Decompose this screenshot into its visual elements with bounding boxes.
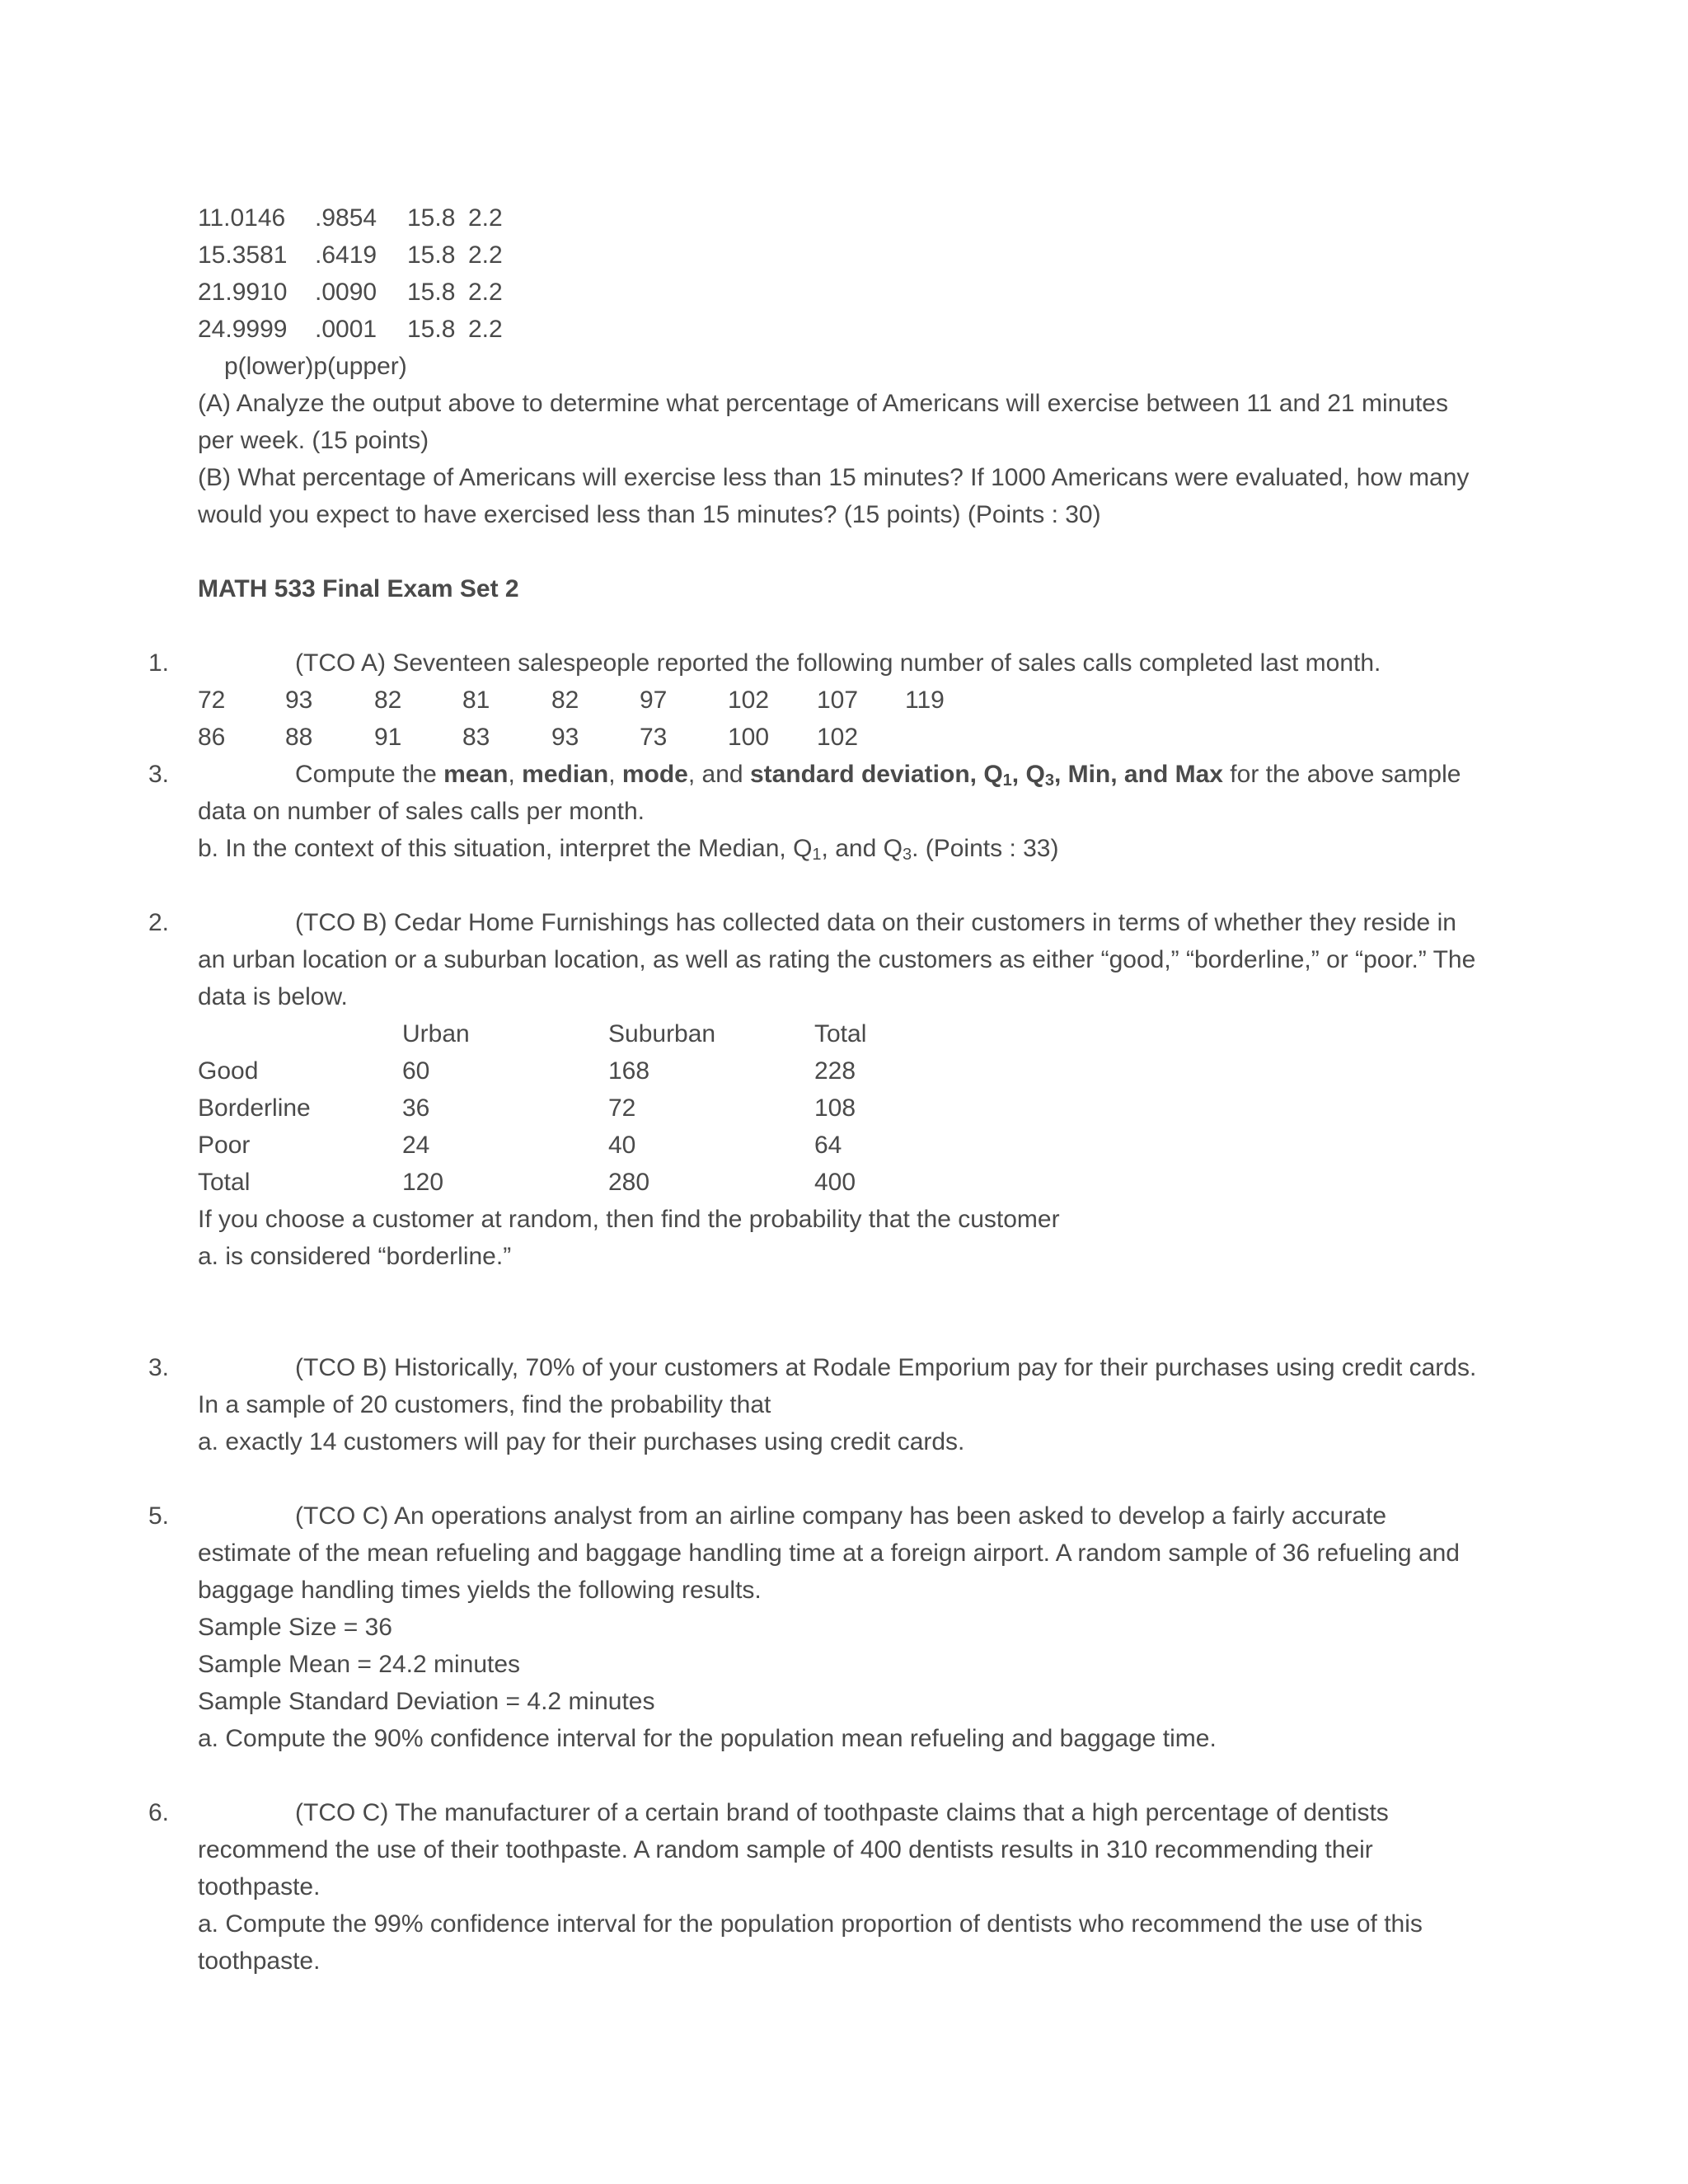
sales-calls-value: 91 [374,724,402,751]
question-6-part-a: toothpaste. [198,1947,321,1975]
top-table-cell: .0090 [315,279,377,306]
table-header: Suburban [608,1020,716,1047]
question-number: 2. [148,909,170,936]
question-6-text: (TCO C) The manufacturer of a certain brand of toothpaste claims that a high percentage of dentists [295,1799,1389,1826]
question-5-text: baggage handling times yields the following results. [198,1577,762,1604]
sales-calls-value: 88 [285,724,313,751]
table-cell: 72 [608,1094,636,1122]
sales-calls-value: 97 [640,687,668,714]
top-table-cell: .6419 [315,241,377,269]
top-table-cell: 15.8 [407,204,456,232]
sales-calls-value: 86 [198,724,226,751]
table-row-label: Good [198,1057,259,1085]
top-table-cell: 2.2 [468,279,503,306]
question-6-part-a: a. Compute the 99% confidence interval for the population proportion of dentists who recommend the use of this [198,1910,1423,1938]
question-number: 6. [148,1799,170,1826]
table-cell: 40 [608,1132,636,1159]
top-table-cell: 24.9999 [198,316,288,343]
sales-calls-value: 102 [728,687,770,714]
question-6-text: toothpaste. [198,1873,321,1900]
sales-calls-value: 107 [817,687,859,714]
sales-calls-value: 82 [551,687,579,714]
question-number: 5. [148,1502,170,1530]
question-2-text: (TCO B) Cedar Home Furnishings has collected data on their customers in terms of whether they reside in [295,909,1456,936]
table-header: Urban [402,1020,470,1047]
question-5-text: estimate of the mean refueling and baggage handling time at a foreign airport. A random sample of 36 refueling and [198,1540,1460,1567]
sample-std-dev: Sample Standard Deviation = 4.2 minutes [198,1688,655,1715]
question-3-part-a: a. exactly 14 customers will pay for their purchases using credit cards. [198,1428,965,1455]
sample-mean: Sample Mean = 24.2 minutes [198,1651,521,1678]
sales-calls-value: 93 [285,687,313,714]
question-3-text: (TCO B) Historically, 70% of your customers at Rodale Emporium pay for their purchases using credit cards. [295,1354,1477,1381]
question-2-text: an urban location or a suburban location, as well as rating the customers as either “good,” “borderline,” or “poor.” The [198,946,1476,973]
table-cell: 228 [814,1057,856,1085]
question-b-line: would you expect to have exercised less than 15 minutes? (15 points) (Points : 30) [198,501,1101,528]
sales-calls-value: 81 [462,687,490,714]
question-2-text: data is below. [198,983,348,1010]
question-5-text: (TCO C) An operations analyst from an airline company has been asked to develop a fairly accurate [295,1502,1387,1530]
top-table-cell: 15.8 [407,241,456,269]
top-table-cell: 15.8 [407,316,456,343]
question-6-text: recommend the use of their toothpaste. A random sample of 400 dentists results in 310 recommending their [198,1836,1373,1863]
sales-calls-value: 73 [640,724,668,751]
question-b-line: (B) What percentage of Americans will exercise less than 15 minutes? If 1000 Americans were evaluated, how many [198,464,1470,491]
question-2-part-a: a. is considered “borderline.” [198,1243,512,1270]
table-cell: 108 [814,1094,856,1122]
table-cell: 24 [402,1132,430,1159]
question-5-part-a: a. Compute the 90% confidence interval for the population mean refueling and baggage time. [198,1725,1217,1752]
question-number: 1. [148,649,170,677]
question-number: 3. [148,1354,170,1381]
top-table-cell: 21.9910 [198,279,288,306]
sales-calls-value: 72 [198,687,226,714]
question-1-part-b: b. In the context of this situation, interpret the Median, $Q_1$, and $Q_3$. (Points : 33) [198,835,1059,864]
table-row-label: Poor [198,1132,251,1159]
table-cell: 168 [608,1057,650,1085]
table-header: Total [814,1020,867,1047]
sales-calls-value: 102 [817,724,859,751]
top-table-cell: 2.2 [468,316,503,343]
sales-calls-value: 119 [905,687,945,714]
table-cell: 120 [402,1169,444,1196]
question-a-line: (A) Analyze the output above to determine what percentage of Americans will exercise between 11 and 21 minutes [198,390,1448,417]
sales-calls-value: 83 [462,724,490,751]
compute-instruction-cont: data on number of sales calls per month. [198,798,645,825]
table-row-label: Borderline [198,1094,311,1122]
top-table-cell: .0001 [315,316,377,343]
sales-calls-value: 82 [374,687,402,714]
table-cell: 36 [402,1094,430,1122]
question-2-prompt: If you choose a customer at random, then find the probability that the customer [198,1206,1060,1233]
top-table-cell: 2.2 [468,204,503,232]
question-1-text: (TCO A) Seventeen salespeople reported the following number of sales calls completed last month. [295,649,1381,677]
question-a-line: per week. (15 points) [198,427,429,454]
sales-calls-value: 100 [728,724,770,751]
table-row-label: Total [198,1169,251,1196]
section-title: MATH 533 Final Exam Set 2 [198,575,519,602]
table-cell: 400 [814,1169,856,1196]
sample-size: Sample Size = 36 [198,1614,392,1641]
top-table-cell: 11.0146 [198,204,286,232]
table-cell: 64 [814,1132,842,1159]
compute-instruction: Compute the mean, median, mode, and standard deviation, $Q_1$, $Q_3$, Min, and Max for the above sample [295,761,1461,790]
top-table-cell: 15.8 [407,279,456,306]
top-table-cell: .9854 [315,204,377,232]
top-table-cell: 15.3581 [198,241,288,269]
table-cell: 60 [402,1057,430,1085]
question-number: 3. [148,761,170,788]
sales-calls-value: 93 [551,724,579,751]
table-cell: 280 [608,1169,650,1196]
question-3-text: In a sample of 20 customers, find the probability that [198,1391,771,1418]
top-table-cell: 2.2 [468,241,503,269]
top-table-footer: p(lower)p(upper) [224,353,407,380]
